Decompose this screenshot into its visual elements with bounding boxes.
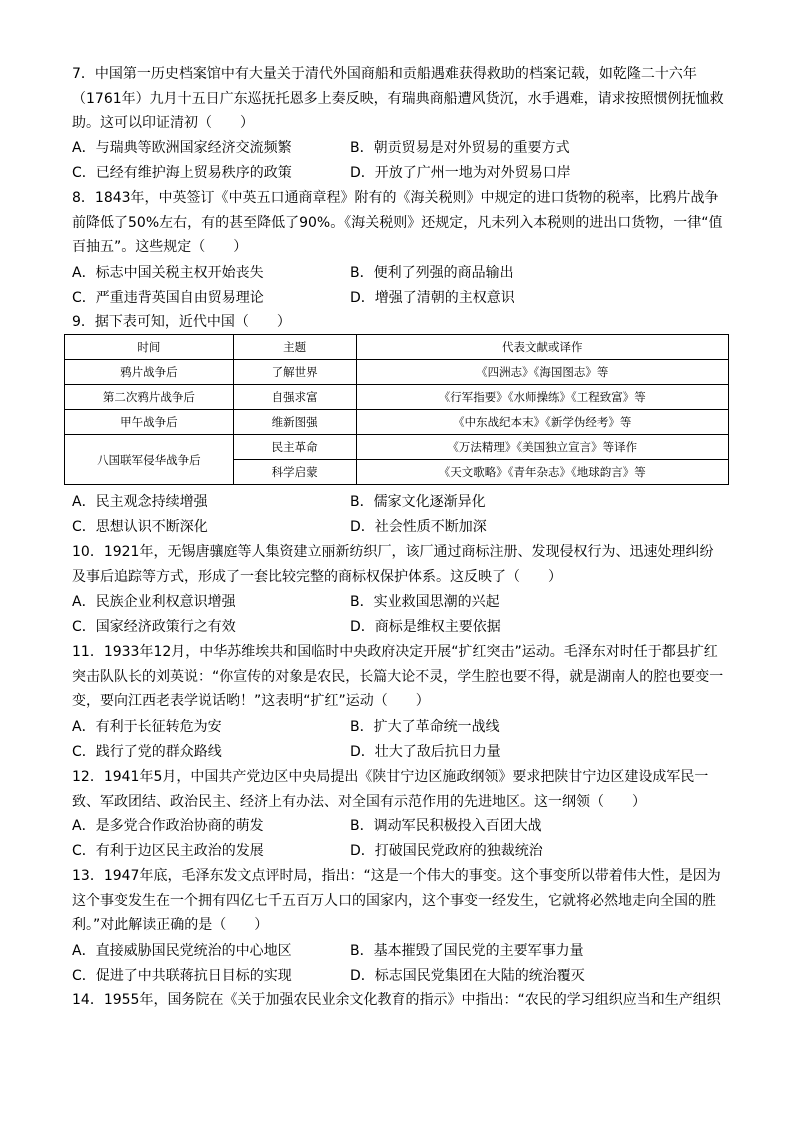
question-10-options [72, 590, 727, 639]
option-b: B．便利了列强的商品输出 [350, 265, 514, 281]
option-a: A．民族企业利权意识增强 [72, 594, 236, 610]
option-d: D．开放了广州一地为对外贸易口岸 [350, 164, 571, 181]
option-c: C．促进了中共联蒋抗日目标的实现 [72, 967, 292, 984]
table-cell: 《中东战纪本末》《新学伪经考》等 [356, 410, 728, 435]
table-row [65, 360, 729, 385]
question-12-stem: 12．1941年5月，中国共产党边区中央局提出《陕甘宁边区施政纲领》要求把陕甘宁边区建设成军民一致、军政团结、政治民主、经济上有办法、对全国有示范作用的先进地区。这一纲领（ ） [72, 769, 709, 810]
option-d: D．标志国民党集团在大陆的统治覆灭 [350, 967, 585, 984]
option-b: B．基本摧毁了国民党的主要军事力量 [350, 943, 584, 959]
option-c: C．严重违背英国自由贸易理论 [72, 289, 264, 306]
question-9 [72, 310, 727, 335]
table-cell: 《万法精理》《美国独立宣言》等译作 [356, 435, 728, 460]
question-13-stem: 13．1947年底，毛泽东发文点评时局，指出：“这是一个伟大的事变。这个事变所以带着伟大性，是因为这个事变发生在一个拥有四亿七千五百万人口的国家内，这个事变一经发生，它就将必然地走向全国的胜利。”对此解读正确的是（ ） [72, 868, 721, 933]
table-cell: 维新图强 [233, 410, 356, 435]
option-c: C．践行了党的群众路线 [72, 743, 222, 760]
question-12 [72, 765, 727, 814]
option-c: C．已经有维护海上贸易秩序的政策 [72, 164, 292, 181]
option-c: C．国家经济政策行之有效 [72, 618, 236, 635]
table-cell: 《行军指要》《水师操练》《工程致富》等 [356, 385, 728, 410]
question-13-options [72, 939, 727, 988]
table-row [65, 435, 729, 460]
question-9-options [72, 490, 727, 539]
option-b: B．调动军民积极投入百团大战 [350, 818, 542, 834]
option-b: B．扩大了革命统一战线 [350, 719, 500, 735]
option-d: D．社会性质不断加深 [350, 518, 487, 535]
table-cell: 甲午战争后 [65, 410, 234, 435]
table-cell: 民主革命 [233, 435, 356, 460]
question-14 [72, 988, 727, 1013]
question-11-options [72, 715, 727, 764]
question-8-options [72, 261, 727, 310]
table-cell: 《四洲志》《海国图志》等 [356, 360, 728, 385]
question-10-stem: 10．1921年，无锡唐骧庭等人集资建立丽新纺织厂，该厂通过商标注册、发现侵权行为、迅速处理纠纷及事后追踪等方式，形成了一套比较完整的商标权保护体系。这反映了（ ） [72, 544, 714, 585]
option-a: A．直接威胁国民党统治的中心地区 [72, 943, 292, 959]
column-header: 时间 [65, 335, 234, 360]
table-cell: 八国联军侵华战争后 [65, 435, 234, 485]
column-header: 主题 [233, 335, 356, 360]
question-9-stem: 9．据下表可知，近代中国（ ） [72, 314, 291, 330]
option-b: B．实业救国思潮的兴起 [350, 594, 500, 610]
option-d: D．增强了清朝的主权意识 [350, 289, 515, 306]
question-12-options [72, 814, 727, 863]
question-10 [72, 540, 727, 589]
option-a: A．与瑞典等欧洲国家经济交流频繁 [72, 140, 292, 156]
question-7-options [72, 136, 727, 185]
question-7-stem: 7．中国第一历史档案馆中有大量关于清代外国商船和贡船遇难获得救助的档案记载，如乾隆二十六年（1761年）九月十五日广东巡抚托恩多上奏反映，有瑞典商船遭风货沉，水手遇难，请求按照惯例抚恤救助。这可以印证清初（ ） [72, 66, 724, 131]
question-11-stem: 11．1933年12月，中华苏维埃共和国临时中央政府决定开展“扩红突击”运动。毛泽东对时任于都县扩红突击队队长的刘英说：“你宣传的对象是农民，长篇大论不灵，学生腔也要不得，就是湖南人的腔也要变一变，要向江西老表学说话哟！”这表明“扩红”运动（ ） [72, 644, 724, 709]
question-7 [72, 62, 727, 136]
option-b: B．儒家文化逐渐异化 [350, 494, 486, 510]
question-8-stem: 8．1843年，中英签订《中英五口通商章程》附有的《海关税则》中规定的进口货物的税率，比鸦片战争前降低了50%左右，有的甚至降低了90%。《海关税则》还规定，凡未列入本税则的进出口货物，一律“值百抽五”。这些规定（ ） [72, 190, 723, 255]
question-13 [72, 864, 727, 938]
option-d: D．商标是维权主要依据 [350, 618, 501, 635]
table-row [65, 410, 729, 435]
option-a: A．民主观念持续增强 [72, 494, 208, 510]
table-cell: 自强求富 [233, 385, 356, 410]
option-a: A．有利于长征转危为安 [72, 719, 222, 735]
column-header: 代表文献或译作 [356, 335, 728, 360]
option-a: A．标志中国关税主权开始丧失 [72, 265, 264, 281]
table-row [65, 385, 729, 410]
option-b: B．朝贡贸易是对外贸易的重要方式 [350, 140, 570, 156]
question-14-stem: 14．1955年，国务院在《关于加强农民业余文化教育的指示》中指出：“农民的学习组织应当和生产组织 [72, 992, 721, 1008]
option-c: C．思想认识不断深化 [72, 518, 208, 535]
table-header-row [65, 335, 729, 360]
table-cell: 鸦片战争后 [65, 360, 234, 385]
option-d: D．打破国民党政府的独裁统治 [350, 842, 543, 859]
question-11 [72, 640, 727, 714]
table-cell: 了解世界 [233, 360, 356, 385]
table-cell: 《天文歌略》《青年杂志》《地球韵言》等 [356, 460, 728, 485]
history-table [64, 334, 729, 485]
option-a: A．是多党合作政治协商的萌发 [72, 818, 264, 834]
table-cell: 第二次鸦片战争后 [65, 385, 234, 410]
question-8 [72, 186, 727, 260]
option-c: C．有利于边区民主政治的发展 [72, 842, 264, 859]
option-d: D．壮大了敌后抗日力量 [350, 743, 501, 760]
table-cell: 科学启蒙 [233, 460, 356, 485]
